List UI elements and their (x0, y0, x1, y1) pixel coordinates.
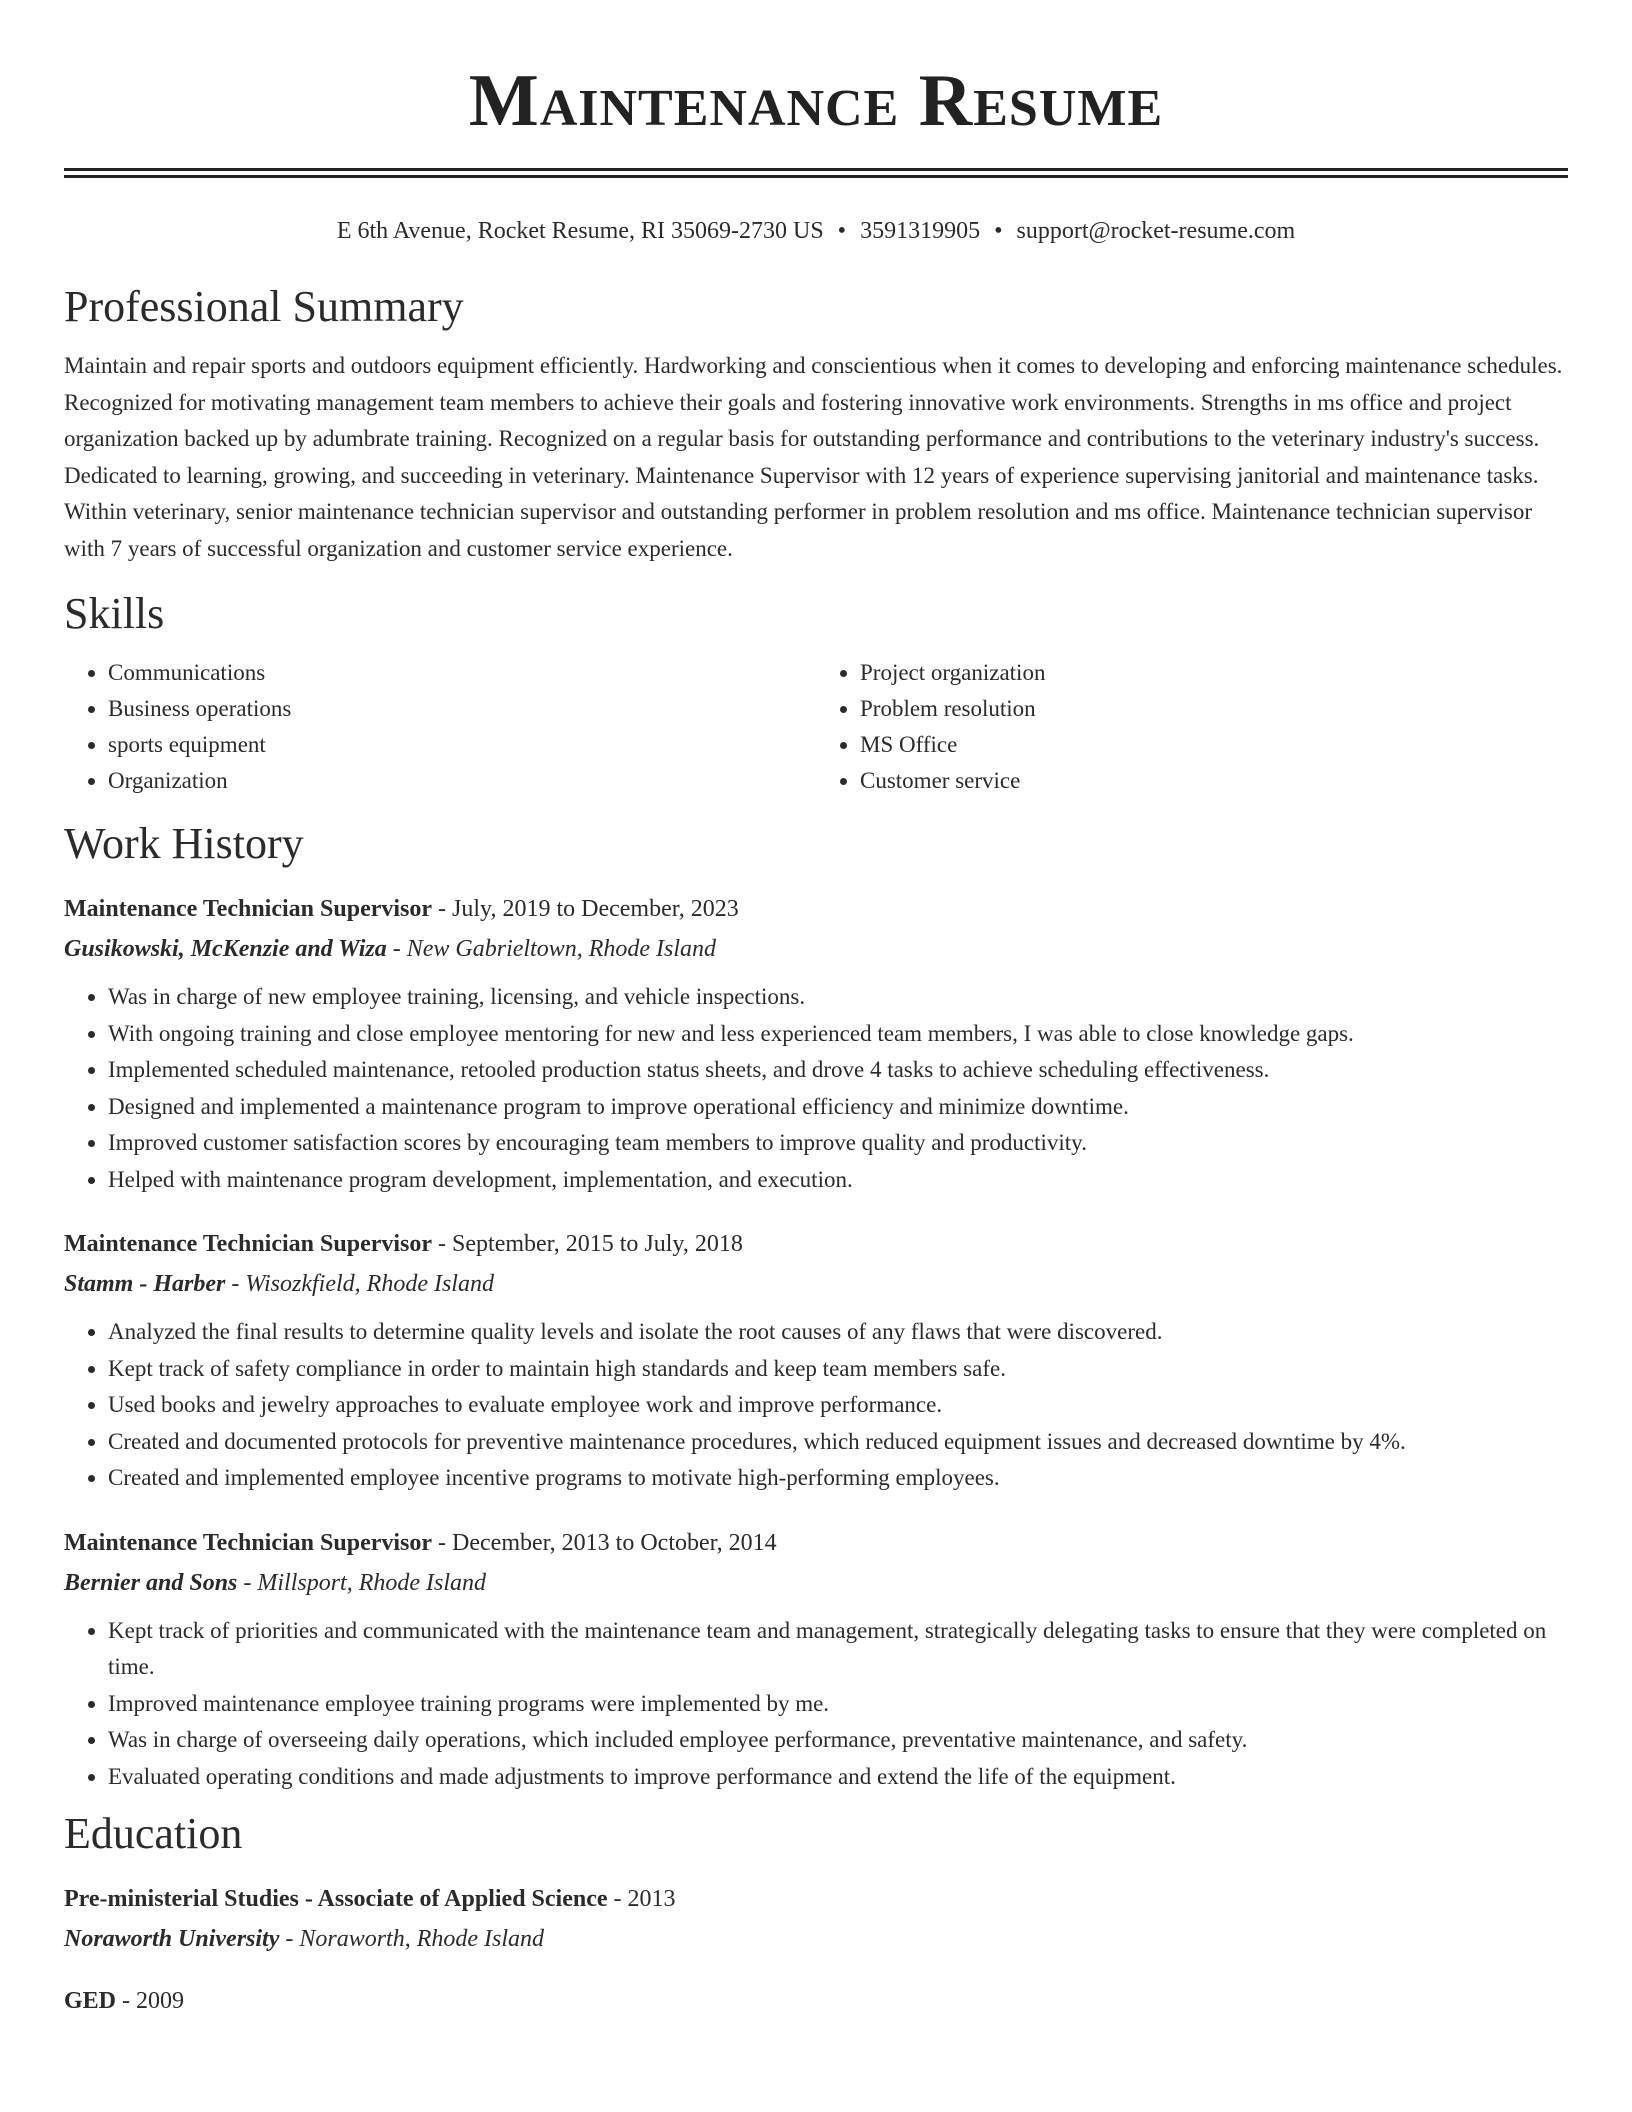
job-dates: - December, 2013 to October, 2014 (432, 1529, 777, 1556)
job-bullet: • Kept track of safety compliance in order to maintain high standards and keep team members safe. (108, 1351, 1568, 1388)
resume-title: Maintenance Resume (468, 60, 1164, 142)
contact-phone: 3591319905 (860, 218, 981, 244)
skills-heading: Skills (64, 589, 165, 638)
job-entry (64, 1523, 1568, 1796)
job-bullet: • With ongoing training and close employee mentoring for new and less experienced team members, I was able to close knowledge gaps. (108, 1016, 1568, 1053)
job-title-line (64, 1523, 1568, 1563)
job-bullet: • Analyzed the final results to determine quality levels and isolate the root causes of any flaws that were discovered. (108, 1314, 1568, 1351)
skill-item: • Business operations (108, 691, 816, 727)
job-bullet: • Used books and jewelry approaches to evaluate employee work and improve performance. (108, 1387, 1568, 1424)
job-bullets (64, 1314, 1568, 1497)
job-title-line (64, 889, 1568, 929)
job-bullet: • Designed and implemented a maintenance program to improve operational efficiency and minimize downtime. (108, 1089, 1568, 1126)
job-title: Maintenance Technician Supervisor (64, 1231, 433, 1257)
education-entry (64, 1981, 1568, 2021)
company-location: - New Gabrieltown, Rhode Island (386, 936, 717, 962)
school-line (64, 1919, 1568, 1959)
job-bullet: • Created and documented protocols for preventive maintenance procedures, which reduced equipment issues and decreased downtime by 4%. (108, 1424, 1568, 1461)
company-line (64, 1264, 1568, 1304)
job-entry (64, 889, 1568, 1198)
contact-separator: • (837, 218, 847, 244)
degree-year: - 2013 (607, 1886, 676, 1912)
job-bullet: • Improved maintenance employee training programs were implemented by me. (108, 1686, 1568, 1723)
company-location: - Millsport, Rhode Island (237, 1569, 487, 1596)
degree-line (64, 1981, 1568, 2021)
job-dates: - July, 2019 to December, 2023 (432, 896, 739, 922)
education-entry (64, 1879, 1568, 1959)
company-name: Gusikowski, McKenzie and Wiza (64, 936, 387, 962)
company-name: Stamm - Harber (64, 1271, 226, 1297)
job-title: Maintenance Technician Supervisor (64, 896, 433, 922)
school-name: Noraworth University (64, 1926, 280, 1952)
contact-address: E 6th Avenue, Rocket Resume, RI 35069-2730 US (336, 218, 824, 244)
job-bullet: • Helped with maintenance program development, implementation, and execution. (108, 1162, 1568, 1199)
skill-item: • Project organization (860, 655, 1568, 691)
degree-year: - 2009 (116, 1988, 185, 2014)
skill-item: • Problem resolution (860, 691, 1568, 727)
job-dates: - September, 2015 to July, 2018 (432, 1231, 743, 1257)
title-divider (64, 168, 1568, 178)
job-bullet: • Created and implemented employee incentive programs to motivate high-performing employees. (108, 1460, 1568, 1497)
contact-separator: • (994, 218, 1003, 244)
skill-item: • sports equipment (108, 727, 816, 763)
job-title: Maintenance Technician Supervisor (64, 1529, 433, 1556)
skills-list (64, 655, 1568, 799)
job-bullet: • Evaluated operating conditions and made adjustments to improve performance and extend the life of the equipment. (108, 1759, 1568, 1796)
job-title-line (64, 1224, 1568, 1264)
contact-email: support@rocket-resume.com (1016, 218, 1296, 244)
job-bullets (64, 979, 1568, 1198)
job-bullet: • Was in charge of new employee training, licensing, and vehicle inspections. (108, 979, 1568, 1016)
job-bullet: • Kept track of priorities and communicated with the maintenance team and management, strategically delegating tasks to ensure that they were completed on time. (108, 1613, 1568, 1686)
job-entry (64, 1224, 1568, 1497)
education-heading: Education (64, 1809, 243, 1858)
skill-item: • MS Office (860, 727, 1568, 763)
school-location: - Noraworth, Rhode Island (279, 1926, 545, 1952)
skill-item: • Customer service (860, 763, 1568, 799)
degree-name: Pre-ministerial Studies - Associate of Applied Science (64, 1886, 608, 1912)
job-bullet: • Implemented scheduled maintenance, retooled production status sheets, and drove 4 tasks to achieve scheduling effectiveness. (108, 1052, 1568, 1089)
contact-line (64, 214, 1568, 248)
degree-name: GED (64, 1988, 117, 2014)
degree-line (64, 1879, 1568, 1919)
skills-column-right (816, 655, 1568, 799)
skills-column-left (64, 655, 816, 799)
job-bullets (64, 1613, 1568, 1796)
job-bullet: • Improved customer satisfaction scores by encouraging team members to improve quality and productivity. (108, 1125, 1568, 1162)
summary-heading: Professional Summary (64, 282, 464, 331)
summary-text: Maintain and repair sports and outdoors equipment efficiently. Hardworking and conscientious when it comes to developing and enforcing maintenance schedules. Recognized for motivating management team members to achieve their goals and fostering innovative work environments. Strengths in ms office and project organization backed up by adumbrate training. Recognized on a regular basis for outstanding performance and contributions to the veterinary industry's success. Dedicated to learning, growing, and succeeding in veterinary. Maintenance Supervisor with 12 years of experience supervising janitorial and maintenance tasks. Within veterinary, senior maintenance technician supervisor and outstanding performer in problem resolution and ms office. Maintenance technician supervisor with 7 years of successful organization and customer service experience. (64, 353, 1563, 561)
skill-item: • Communications (108, 655, 816, 691)
job-bullet: • Was in charge of overseeing daily operations, which included employee performance, preventative maintenance, and safety. (108, 1722, 1568, 1759)
work-history-heading: Work History (64, 819, 304, 868)
company-line (64, 929, 1568, 969)
company-name: Bernier and Sons (64, 1569, 238, 1596)
company-location: - Wisozkfield, Rhode Island (225, 1271, 494, 1297)
skill-item: • Organization (108, 763, 816, 799)
company-line (64, 1563, 1568, 1603)
